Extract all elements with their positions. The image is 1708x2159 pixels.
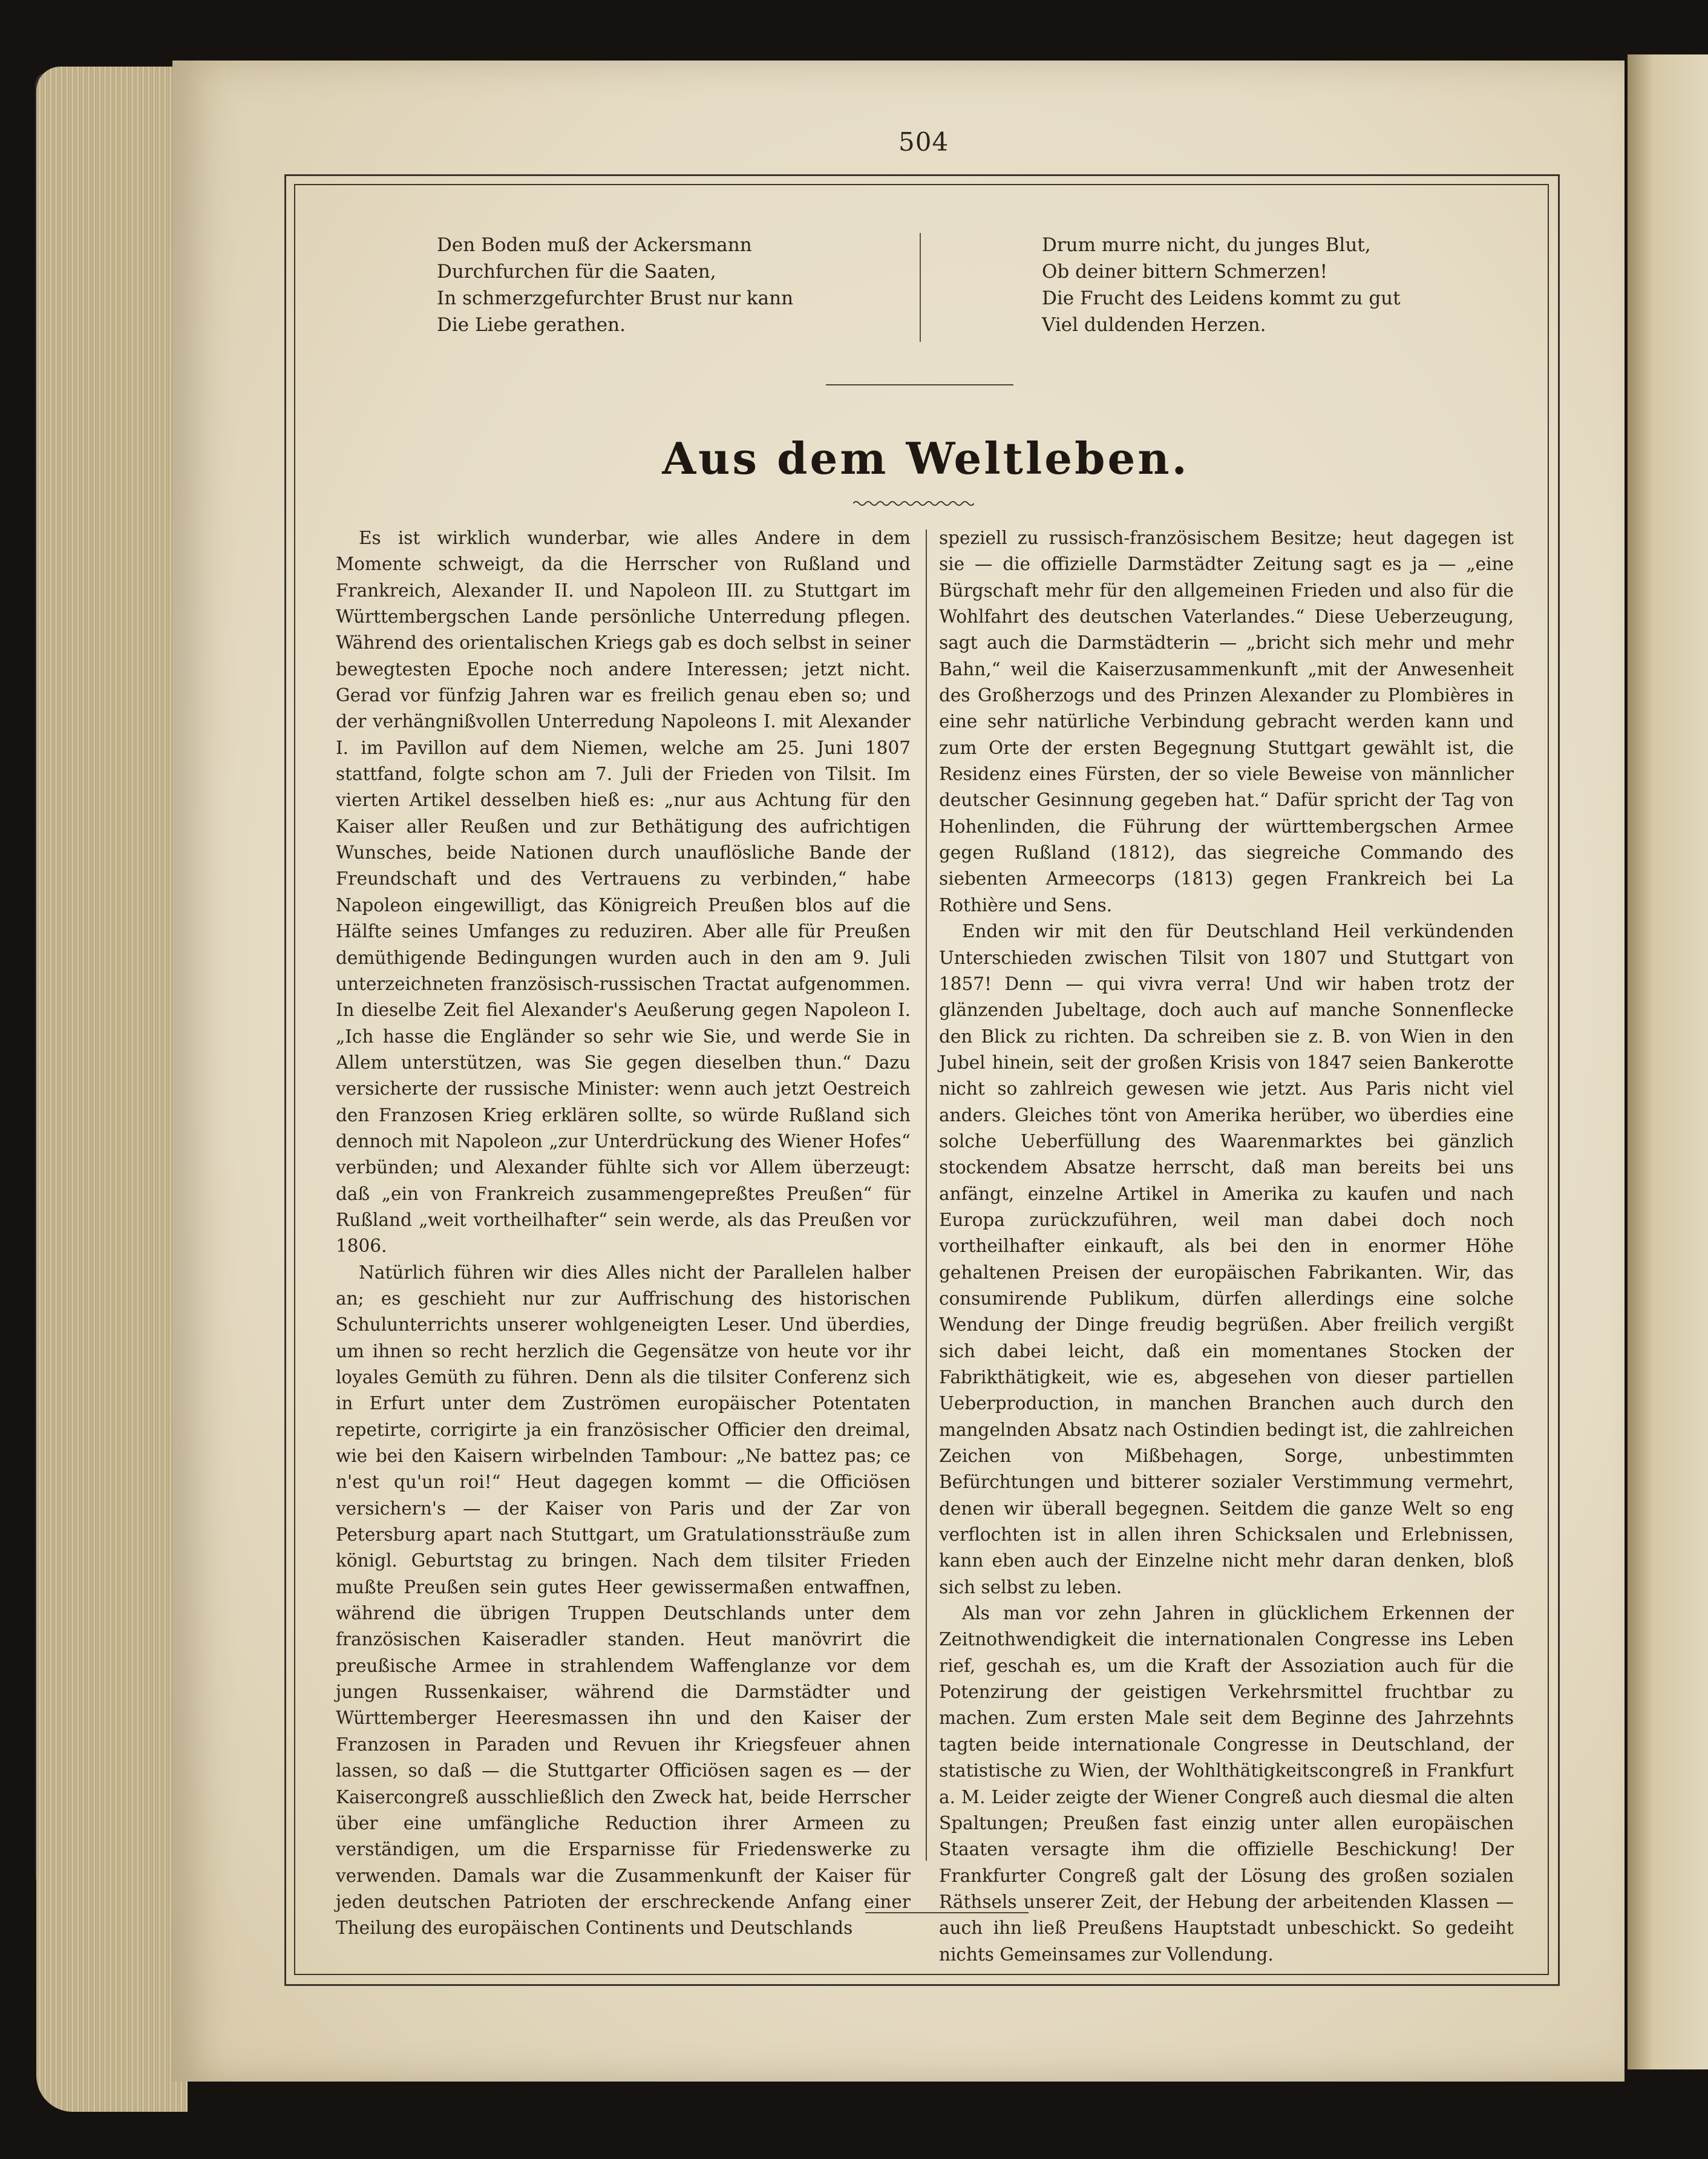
page-number: 504: [898, 127, 949, 157]
poem-stanza-left: [437, 232, 793, 338]
poem-line: Viel duldenden Herzen.: [1042, 314, 1266, 336]
poem-line: In schmerzgefurchter Brust nur kann: [437, 287, 794, 309]
article-column-right: [939, 525, 1514, 1968]
column-divider: [926, 529, 927, 1861]
article-paragraph: Enden wir mit den für Deutschland Heil verkündenden Unterschieden zwischen Tilsit von 1807 und Stuttgart von 1857! Denn — qui vivra verra! Und wir haben trotz der glänzenden Jubeltage, doch auch auf manche Sonnenflecke den Blick zu richten. Da schreiben sie z. B. von Wien in den Jubel hinein, seit der großen Krisis von 1847 seien Bankerotte nicht so zahlreich gewesen wie jetzt. Aus Paris nicht viel anders. Gleiches tönt von Amerika herüber, wo überdies eine solche Ueberfüllung des Waarenmarktes bei gänzlich stockendem Absatze herrscht, daß man bereits bei uns anfängt, einzelne Artikel in Amerika zu kaufen und nach Europa zurückzuführen, weil man dabei doch noch vortheilhafter einkauft, als bei den in enormer Höhe gehaltenen Preisen der europäischen Fabrikanten. Wir, das consumirende Publikum, dürfen allerdings eine solche Wendung der Dinge freudig begrüßen. Aber freilich vergißt sich dabei leicht, daß ein momentanes Stocken der Fabrikthätigkeit, wie es, abgesehen von dieser partiellen Ueberproduction, in manchen Branchen auch durch den mangelnden Absatz nach Ostindien bedingt ist, die zahlreichen Zeichen von Mißbehagen, Sorge, unbestimmten Befürchtungen und bitterer sozialer Verstimmung vermehrt, denen wir überall begegnen. Seitdem die ganze Welt so eng verflochten ist in allen ihren Schicksalen und Erlebnissen, kann eben auch der Einzelne nicht mehr daran denken, bloß sich selbst zu leben.: [939, 921, 1514, 1597]
facing-page-edge: [1628, 54, 1708, 2069]
poem-line: Ob deiner bittern Schmerzen!: [1042, 261, 1328, 283]
end-rule: [865, 1912, 1029, 1913]
poem-line: Drum murre nicht, du junges Blut,: [1042, 234, 1371, 256]
poem-line: Die Liebe gerathen.: [437, 314, 626, 336]
poem-stanza-right: [1042, 232, 1401, 338]
article-paragraph: speziell zu russisch-französischem Besitze; heut dagegen ist sie — die offizielle Darmstädter Zeitung sagt es ja — „eine Bürgschaft mehr für den allgemeinen Frieden und also für die Wohlfahrt des deutschen Vaterlandes.“ Diese Ueberzeugung, sagt auch die Darmstädterin — „bricht sich mehr und mehr Bahn,“ weil die Kaiserzusammenkunft „mit der Anwesenheit des Großherzogs und des Prinzen Alexander zu Plombières in eine sehr natürliche Verbindung gebracht werden kann und zum Orte der ersten Begegnung Stuttgart gewählt ist, die Residenz eines Fürsten, der so viele Beweise von männlicher deutscher Gesinnung gegeben hat.“ Dafür spricht der Tag von Hohenlinden, die Führung der württembergschen Armee gegen Rußland (1812), das siegreiche Commando des siebenten Armeecorps (1813) gegen Frankreich bei La Rothière und Sens.: [939, 528, 1514, 916]
poem-line: Die Frucht des Leidens kommt zu gut: [1042, 287, 1401, 309]
poem-line: Durchfurchen für die Saaten,: [437, 261, 716, 283]
article-paragraph: Als man vor zehn Jahren in glücklichem Erkennen der Zeitnothwendigkeit die internationalen Congresse ins Leben rief, geschah es, um die Kraft der Assoziation auch für die Potenzirung der geistigen Verkehrsmittel fruchtbar zu machen. Zum ersten Male seit dem Beginne des Jahrzehnts tagten beide internationale Congresse in Deutschland, der statistische zu Wien, der Wohlthätigkeitscongreß in Frankfurt a. M. Leider zeigte der Wiener Congreß auch diesmal die alten Spaltungen; Preußen fast einzig unter allen europäischen Staaten versagte ihm die offizielle Beschickung! Der Frankfurter Congreß galt der Lösung des großen sozialen Räthsels unserer Zeit, der Hebung der arbeitenden Klassen — auch ihn ließ Preußens Hauptstadt unbeschickt. So gedeiht nichts Gemeinsames zur Vollendung.: [939, 1603, 1514, 1965]
section-rule: [826, 384, 1013, 385]
article-paragraph: Natürlich führen wir dies Alles nicht der Parallelen halber an; es geschieht nur zur Auffrischung des historischen Schulunterrichts unserer wohlgeneigten Leser. Und überdies, um ihnen so recht herzlich die Gegensätze von heute vor ihr loyales Gemüth zu führen. Denn als die tilsiter Conferenz sich in Erfurt unter dem Zuströmen europäischer Potentaten repetirte, corrigirte ja ein französischer Officier den dreimal, wie bei den Kaisern wirbelnden Tambour: „Ne battez pas; ce n'est qu'un roi!“ Heut dagegen kommt — die Officiösen versichern's — der Kaiser von Paris und der Zar von Petersburg apart nach Stuttgart, um Gratulationssträuße zum königl. Geburtstag zu bringen. Nach dem tilsiter Frieden mußte Preußen sein gutes Heer gewissermaßen entwaffnen, während die übrigen Truppen Deutschlands unter dem französischen Kaiseradler standen. Heut manövrirt die preußische Armee in strahlendem Waffenglanze vor dem jungen Russenkaiser, während die Darmstädter und Württemberger Heeresmassen ihn und den Kaiser der Franzosen in Paraden und Revuen ihr Kriegsfeuer ahnen lassen, so daß — die Stuttgarter Officiösen sagen es — der Kaisercongreß ausschließlich den Zweck hat, beide Herrscher über eine umfängliche Reduction ihrer Armeen zu verständigen, um die Ersparnisse für Friedenswerke zu verwenden. Damals war die Zusammenkunft der Kaiser für jeden deutschen Patrioten der erschreckende Anfang einer Theilung des europäischen Continents und Deutschlands: [336, 1262, 911, 1939]
article-title: Aus dem Weltleben.: [662, 433, 1189, 484]
article-column-left: [336, 525, 911, 1942]
article-paragraph: Es ist wirklich wunderbar, wie alles Andere in dem Momente schweigt, da die Herrscher von Rußland und Frankreich, Alexander II. und Napoleon III. zu Stuttgart im Württembergschen Lande persönliche Unterredung pflegen. Während des orientalischen Kriegs gab es doch selbst in seiner bewegtesten Epoche noch andere Interessen; jetzt nicht. Gerad vor fünfzig Jahren war es freilich genau eben so; und der verhängnißvollen Unterredung Napoleons I. mit Alexander I. im Pavillon auf dem Niemen, welche am 25. Juni 1807 stattfand, folgte schon am 7. Juli der Frieden von Tilsit. Im vierten Artikel desselben hieß es: „nur aus Achtung für den Kaiser aller Reußen und zur Bethätigung des aufrichtigen Wunsches, beide Nationen durch unauflösliche Bande der Freundschaft und des Vertrauens zu verbinden,“ habe Napoleon eingewilligt, das Königreich Preußen blos auf die Hälfte seines Umfanges zu reduziren. Aber alle für Preußen demüthigende Bedingungen wurden auch in den am 9. Juli unterzeichneten französisch-russischen Tractat aufgenommen. In dieselbe Zeit fiel Alexander's Aeußerung gegen Napoleon I. „Ich hasse die Engländer so sehr wie Sie, und werde Sie in Allem unterstützen, was Sie gegen dieselben thun.“ Dazu versicherte der russische Minister: wenn auch jetzt Oestreich den Franzosen Krieg erklären sollte, so würde Rußland sich dennoch mit Napoleon „zur Unterdrückung des Wiener Hofes“ verbünden; und Alexander fühlte sich vor Allem überzeugt: daß „ein von Frankreich zusammengepreßtes Preußen“ für Rußland „weit vortheilhafter“ sein werde, als das Preußen vor 1806.: [336, 528, 911, 1257]
page-edges: [36, 67, 188, 2112]
poem-divider: [920, 233, 921, 342]
title-ornament: [853, 499, 974, 508]
poem-line: Den Boden muß der Ackersmann: [437, 234, 752, 256]
